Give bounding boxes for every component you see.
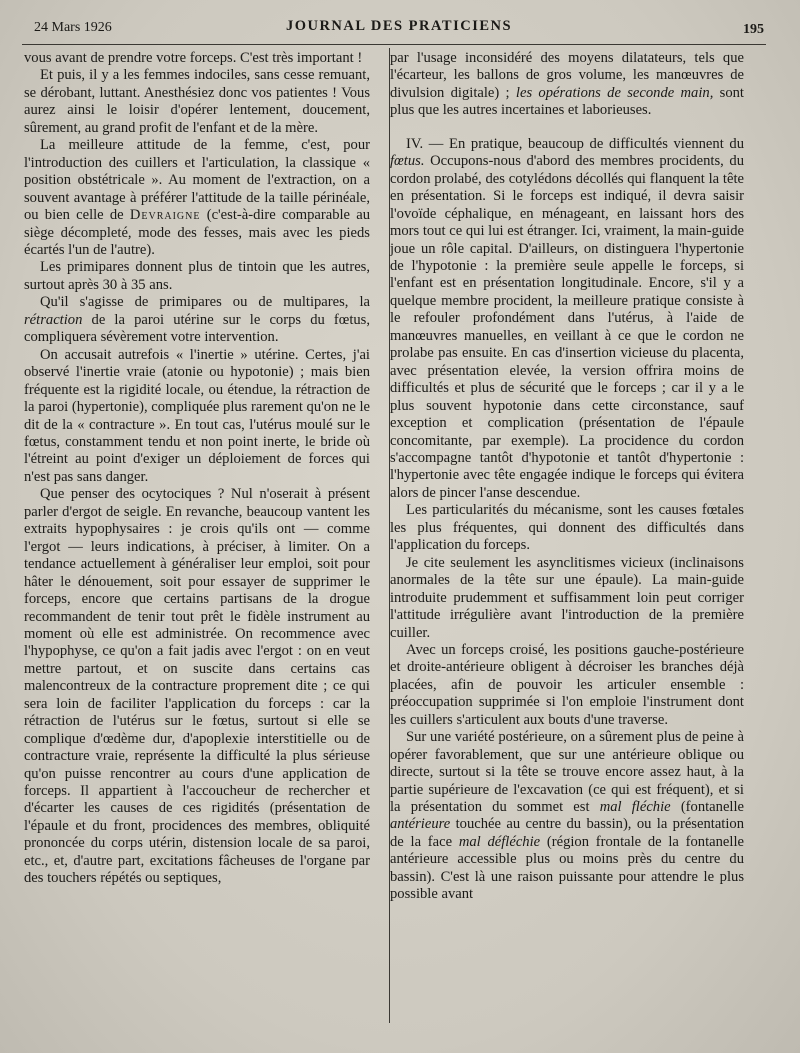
right-column <box>390 50 744 904</box>
paragraph: Les primipares donnent plus de tintoin que les autres, surtout après 30 à 35 ans. <box>24 259 370 293</box>
emphasis: les opérations de seconde main, <box>515 84 714 101</box>
paragraph: Sur une variété postérieure, on a sûrement plus de peine à opérer favorablement, que sur une antérieure oblique ou directe, surtout si la tête se trouve encore assez haut, à la partie supérieure de l'excavation (ce qui est fréquent), et si la présentation du sommet est mal fléchie (fontanelle antérieure touchée au centre du bassin), ou la présentation de la face mal défléchie (région frontale de la fontanelle antérieure accessible plus ou moins près du centre du bassin). C'est là une raison puissante pour attendre le plus possible avant <box>390 729 745 903</box>
paragraph: Que penser des ocytociques ? Nul n'oserait à présent parler d'ergot de seigle. En revanche, beaucoup vantent les extraits hypophysaires : je crois qu'ils ont — comme l'ergot — leurs indications, à préciser, à limiter. On a tendance actuellement à généraliser leur emploi, soit pour hâter le dénouement, soit pour essayer de supprimer le forceps, encore que certains partisans de la drogue recommandent de tenir tout prêt le fidèle instrument au moment où elle est administrée. On recommence avec l'hypophyse, ce qu'on a fait jadis avec l'ergot : on en veut mettre partout, et on suscite dans certains cas malencontreux de la contracture proprement dite ; ce qui sera loin de faciliter l'application du forceps : car la rétraction de l'utérus sur le fœtus, surtout si elle se complique d'œdème dur, d'apoplexie interstitielle ou de contracture vraie, représente la difficulté la plus sérieuse qu'on puisse rencontrer au cours d'une application de forceps. Il appartient à l'accoucheur de rechercher et d'écarter les causes de ces rigidités (présentation de l'épaule et du front, procidences des membres, obliquité prononcée du corps utérin, distension locale de sa paroi, etc., et, d'autre part, excitations fâcheuses de l'organe par des touchers répétés ou septiques, <box>24 486 370 887</box>
paragraph: Avec un forceps croisé, les positions gauche-postérieure et droite-antérieure obligent à décroiser les branches déjà placées, afin de pouvoir les articuler ensemble : préoccupation supprimée si l'on emploie l'instrument dont les cuillers s'articulent aux bouts d'une traverse. <box>390 641 744 728</box>
paragraph: vous avant de prendre votre forceps. C'est très important ! <box>24 50 363 66</box>
paragraph: Les particularités du mécanisme, sont les causes fœtales les plus fréquentes, qui donnent des difficultés dans l'application du forceps. <box>390 502 744 554</box>
emphasis: mal fléchie <box>599 799 671 816</box>
page-number: 195 <box>743 22 764 37</box>
paragraph: par l'usage inconsidéré des moyens dilatateurs, tels que l'écarteur, les ballons de gros volume, les manœuvres de divulsion digitale) ; les opérations de seconde main, sont plus que les autres incertaines et laborieuses. <box>390 50 744 119</box>
paragraph: Je cite seulement les asynclitismes vicieux (inclinaisons anormales de la tête sur une épaule). La main-guide introduite prudemment et suffisamment loin peut corriger l'attitude irrégulière avant l'introduction de la première cuiller. <box>390 554 744 641</box>
emphasis: antérieure <box>390 816 451 833</box>
issue-date: 24 Mars 1926 <box>34 20 112 35</box>
paragraph: Qu'il s'agisse de primipares ou de multipares, la rétraction de la paroi utérine sur le corps du fœtus, compliquera sévèrement votre intervention. <box>24 294 370 346</box>
author-name: Devraigne <box>129 207 201 224</box>
paragraph: On accusait autrefois « l'inertie » utérine. Certes, j'ai observé l'inertie vraie (atonie ou hypotonie) ; mais bien fréquente est la rigidité locale, ou étendue, la rétraction de la paroi (hypertonie), compliquée plus rarement qu'on ne le dit de la « contracture ». En tout cas, l'utérus moulé sur le fœtus, constamment tendu et non point inerte, le bride où l'étreint au point d'exiger un déploiement de forces qui n'est pas sans danger. <box>24 346 370 485</box>
emphasis: mal défléchie <box>458 833 541 850</box>
section-paragraph: IV. — En pratique, beaucoup de difficultés viennent du fœtus. Occupons-nous d'abord des membres procidents, du cordon prolabé, des cotylédons décollés qui flanquent la tête en présentation. Si le forceps est indiqué, il devra saisir l'ovoïde céphalique, en ménageant, en laissant hors des mors tout ce qui lui est étranger. Ici, vraiment, la main-guide joue un rôle capital. D'ailleurs, on distinguera l'hypertonie de l'hypotonie : la première seule appelle le forceps, si l'enfant est en présentation longitudinale. Encore, s'il y a quelque membre procident, la meilleure pratique consiste à le refouler profondément dans l'utérus, à l'aide de manœuvres manuelles, en veillant à ce que le cordon ne prolabe pas ensuite. En cas d'insertion vicieuse du placenta, avec présentation elevée, la version offrira moins de difficultés et plus de sécurité que le forceps ; car il y a le plus souvent hypotonie dans cette circonstance, sauf exception et complication (présentation de l'épaule concomitante, par exemple). La procidence du cordon s'accompagne tantôt d'hypotonie et tantôt d'hypertonie : l'hypertonie avec tête engagée indique le forceps qui évitera alors de pincer l'anse descendue. <box>390 135 744 501</box>
header-rule <box>22 44 766 45</box>
page-header <box>34 14 764 44</box>
emphasis: fœtus. <box>390 153 425 170</box>
paragraph: La meilleure attitude de la femme, c'est, pour l'introduction des cuillers et l'articulation, la classique « position obstétricale ». Au moment de l'extraction, on a souvent avantage à préférer l'attitude de la taille périnéale, ou bien celle de Devraigne (c'est-à-dire comparable au siège décompleté, mode des fesses, mais avec les pieds écartés l'un de l'autre). <box>24 137 371 258</box>
left-column <box>24 50 370 888</box>
emphasis: rétraction <box>24 311 83 328</box>
journal-title: JOURNAL DES PRATICIENS <box>285 18 513 34</box>
paragraph: Et puis, il y a les femmes indociles, sans cesse remuant, se dérobant, luttant. Anesthésiez donc vos patientes ! Vous aurez ainsi le loisir d'opérer lentement, doucement, sûrement, au grand profit de l'enfant et de la mère. <box>24 67 370 136</box>
